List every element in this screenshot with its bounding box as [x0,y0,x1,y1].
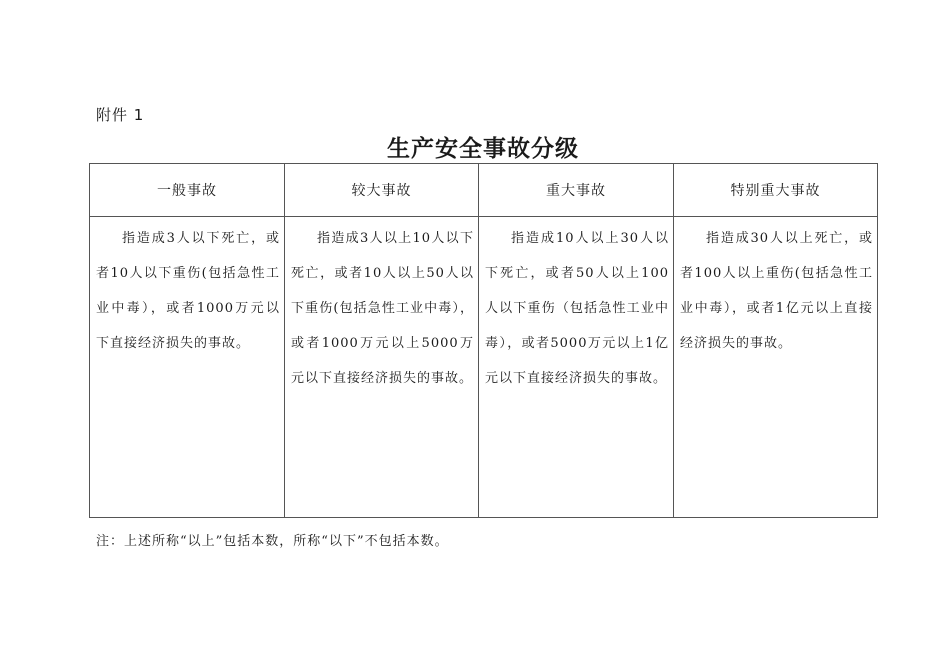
header-major-accident: 重大事故 [479,164,674,217]
table-row [90,217,878,518]
cell-especially-major-accident-definition: 指造成30人以上死亡，或者100人以上重伤(包括急性工业中毒），或者1亿元以上直接经济损失的事故。 [674,217,878,518]
header-especially-major-accident: 特别重大事故 [674,164,878,217]
footnote: 注：上述所称“以上”包括本数，所称“以下”不包括本数。 [96,534,449,549]
header-larger-accident: 较大事故 [285,164,479,217]
cell-major-accident-definition: 指造成10人以上30人以下死亡，或者50人以上100人以下重伤（包括急性工业中毒），或者5000万元以上1亿元以下直接经济损失的事故。 [479,217,674,518]
attachment-label: 附件 1 [96,106,145,124]
cell-general-accident-definition: 指造成3人以下死亡，或者10人以下重伤(包括急性工业中毒），或者1000万元以下直接经济损失的事故。 [90,217,285,518]
document-title: 生产安全事故分级 [387,135,579,162]
table-header-row [90,164,878,217]
header-general-accident: 一般事故 [90,164,285,217]
cell-larger-accident-definition: 指造成3人以上10人以下死亡，或者10人以上50人以下重伤(包括急性工业中毒），或者1000万元以上5000万元以下直接经济损失的事故。 [285,217,479,518]
accident-grade-table [89,163,878,518]
